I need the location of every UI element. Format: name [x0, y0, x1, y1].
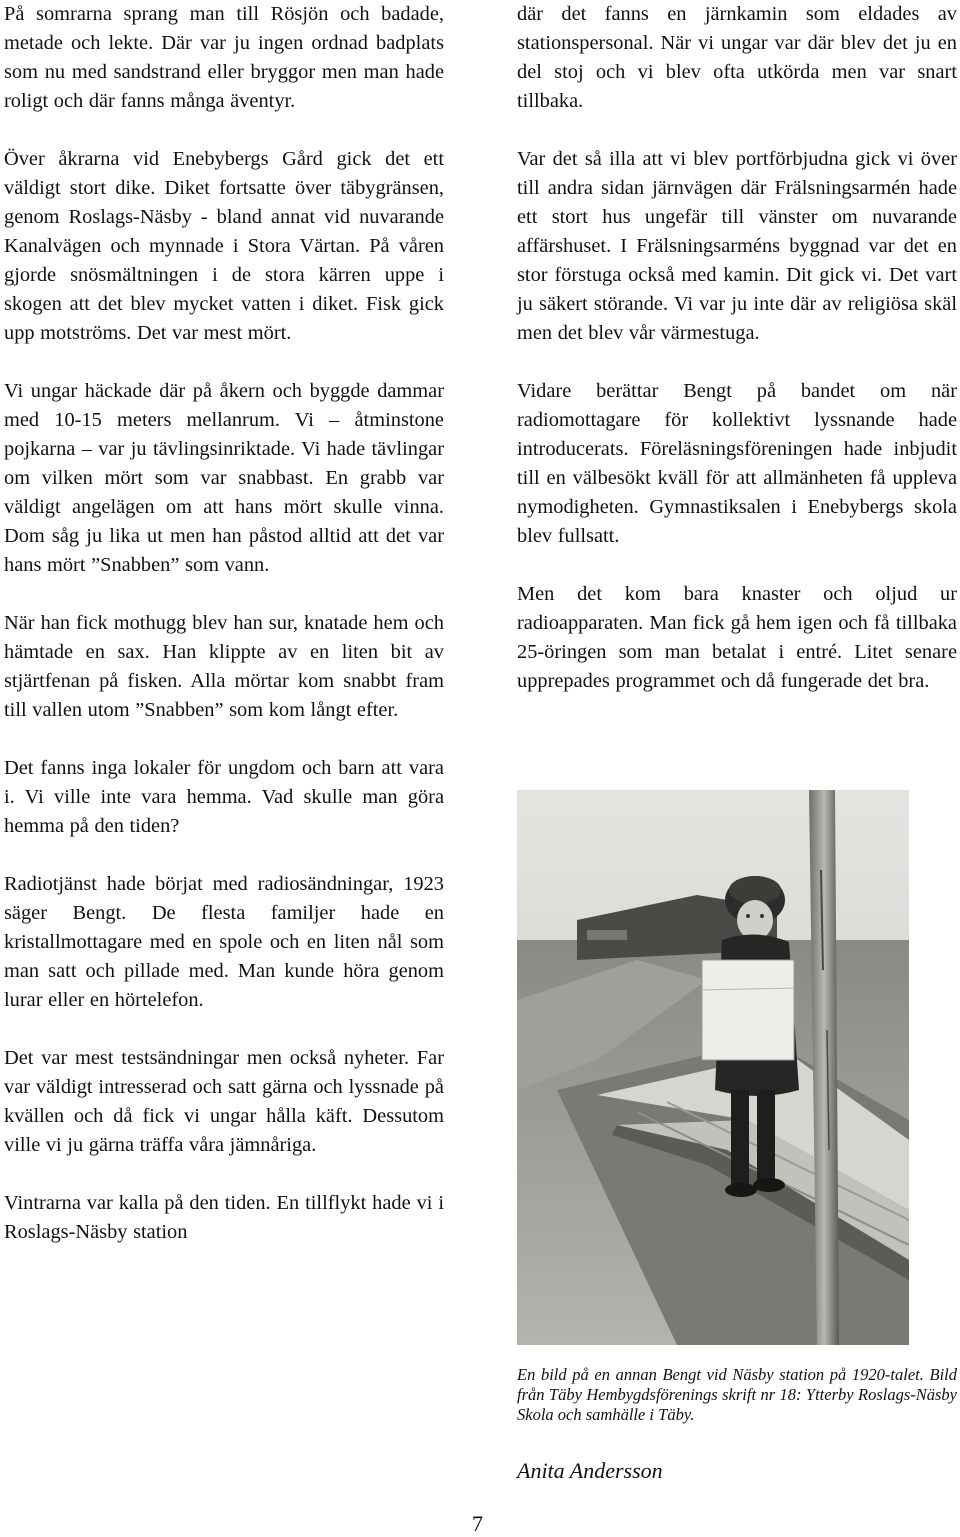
left-column: [4, 0, 444, 1247]
paragraph: Radiotjänst hade börjat med radiosändningar, 1923 säger Bengt. De flesta familjer hade en kristallmottagare med en spole och en liten nål som man satt och pillade med. Man kunde höra genom lurar eller en hörtelefon.: [4, 873, 444, 1011]
paragraph: På somrarna sprang man till Rösjön och badade, metade och lekte. Där var ju ingen ordnad badplats som nu med sandstrand eller bryggor men man hade roligt och där fanns många äventyr.: [4, 3, 444, 112]
paragraph: Men det kom bara knaster och oljud ur radioapparaten. Man fick gå hem igen och få tillbaka 25-öringen som man betalat i entré. Litet senare upprepades programmet och då fungerade det bra.: [517, 583, 957, 692]
paragraph: Det var mest testsändningar men också nyheter. Far var väldigt intresserad och satt gärna och lyssnade på kvällen och då fick vi ungar hålla käft. Dessutom ville vi ju gärna träffa våra jämnåriga.: [4, 1047, 444, 1156]
paragraph: Vidare berättar Bengt på bandet om när radiomottagare för kollektivt lyssnande hade introducerats. Föreläsningsföreningen hade inbjudit till en välbesökt kväll för att allmänheten få uppleva nymodigheten. Gymnastiksalen i Enebybergs skola blev fullsatt.: [517, 380, 957, 547]
paragraph: där det fanns en järnkamin som eldades av stationspersonal. När vi ungar var där blev det ju en del stoj och vi blev ofta utkörda men var snart tillbaka.: [517, 3, 957, 112]
right-column: [517, 0, 957, 696]
paragraph: När han fick mothugg blev han sur, knatade hem och hämtade en sax. Han klippte av en liten bit av stjärtfenan på fisken. Alla mörtar kom snabbt fram till vallen utom ”Snabben” som kom långt efter.: [4, 612, 444, 721]
paragraph: Var det så illa att vi blev portförbjudna gick vi över till andra sidan järnvägen där Frälsningsarmén hade ett stort hus ungefär till vänster om nuvarande affärshuset. I Frälsningsarméns byggnad var det en stor förstuga också med kamin. Dit gick vi. Det vart ju säkert störande. Vi var ju inte där av religiösa skäl men det blev vår värmestuga.: [517, 148, 957, 344]
photo-caption: En bild på en annan Bengt vid Näsby station på 1920-talet. Bild från Täby Hembygdsförenings skrift nr 18: Ytterby Roslags-Näsby Skola och samhälle i Täby.: [517, 1365, 957, 1424]
paragraph: Över åkrarna vid Enebybergs Gård gick det ett väldigt stort dike. Diket fortsatte över täbygränsen, genom Roslags-Näsby - bland annat vid nuvarande Kanalvägen och mynnade i Stora Värtan. På våren gjorde snösmältningen i de stora kärren uppe i skogen att det blev mycket vatten i diket. Fisk gick upp motströms. Det var mest mört.: [4, 148, 444, 344]
paragraph: Vi ungar häckade där på åkern och byggde dammar med 10-15 meters mellanrum. Vi – åtminstone pojkarna – var ju tävlingsinriktade. Vi hade tävlingar om vilken mört som var snabbast. En grabb var väldigt angelägen om att hans mört skulle vinna. Dom såg ju lika ut men han påstod alltid att det var hans mört ”Snabben” som vann.: [4, 380, 444, 576]
author-signature: Anita Andersson: [517, 1458, 663, 1483]
historic-photo: [517, 790, 909, 1345]
page-number: 7: [472, 1511, 483, 1536]
paragraph: Vintrarna var kalla på den tiden. En tillflykt hade vi i Roslags-Näsby station: [4, 1192, 444, 1243]
paragraph: Det fanns inga lokaler för ungdom och barn att vara i. Vi ville inte vara hemma. Vad skulle man göra hemma på den tiden?: [4, 757, 444, 837]
